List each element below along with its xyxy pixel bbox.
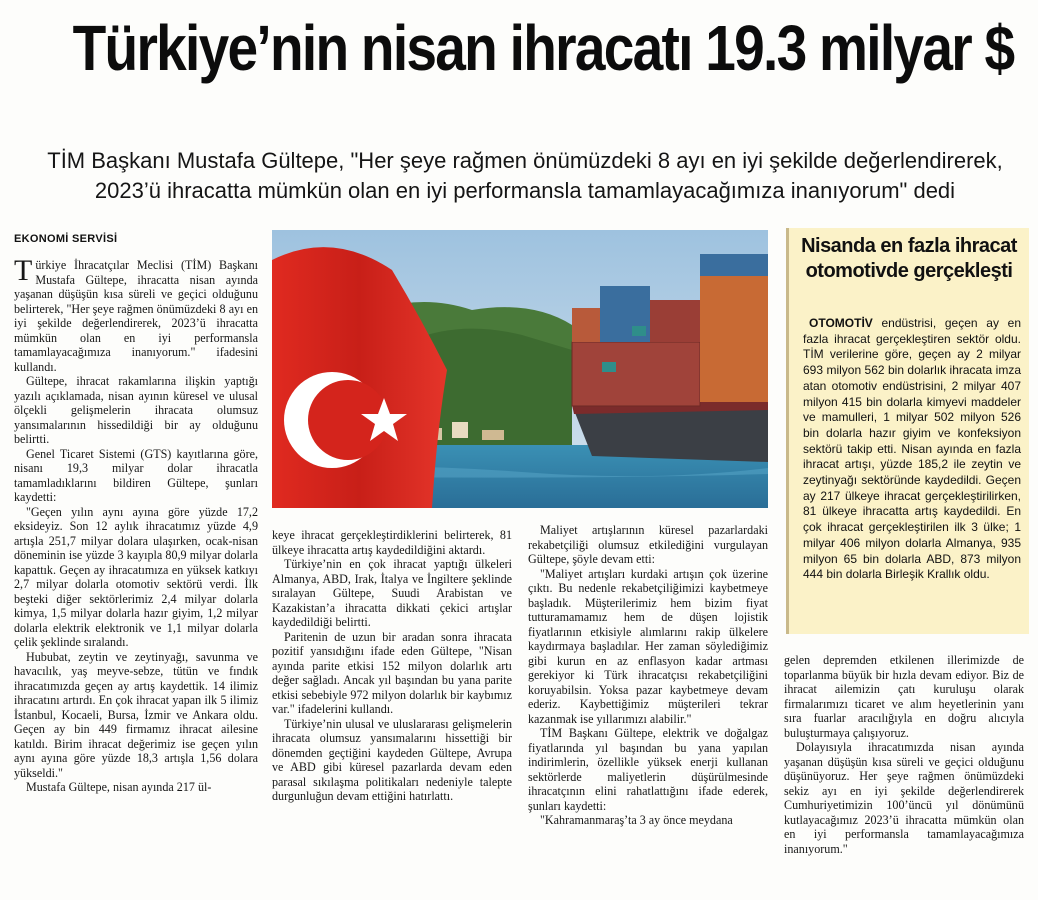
article-column-2 bbox=[272, 528, 512, 804]
article-paragraph: gelen depremden etkilenen illerimizde de toparlanma büyük bir hızla devam ediyor. Biz de ihracat ailemizin çatı kuruluşu olarak firmalarımızı ticaret ve alım heyetlerinin yanı sıra fuarlar aracılığıyla en doğru alıcıyla buluşturmaya çalışıyoruz. bbox=[784, 653, 1024, 740]
article-paragraph: Türkiye’nin en çok ihracat yaptığı ülkeleri Almanya, ABD, Irak, İtalya ve İngiltere şeklinde sıralayan Gültepe, Suudi Arabistan ve Kazakistan’a ihracatta dikkati çekici artışlar kaydedildiği belirtti. bbox=[272, 557, 512, 629]
sidebar-box bbox=[786, 228, 1029, 634]
sidebar-lead-word: OTOMOTİV bbox=[809, 316, 873, 330]
article-paragraph: Mustafa Gültepe, nisan ayında 217 ül- bbox=[26, 780, 212, 794]
article-paragraph: "Kahramanmaraş’ta 3 ay önce meydana bbox=[540, 813, 733, 827]
article-paragraph: keye ihracat gerçekleştirdiklerini belirterek, 81 ülkeye ihracatta artış kaydedildiğini aktardı. bbox=[272, 528, 512, 557]
sidebar-title bbox=[789, 234, 1029, 284]
sidebar-title-line-2: otomotivde gerçekleşti bbox=[805, 260, 1013, 282]
news-photo-flag-ship bbox=[272, 230, 768, 508]
sidebar-body bbox=[803, 316, 1021, 583]
sidebar-paragraph bbox=[803, 316, 1021, 583]
drop-cap: T bbox=[14, 254, 33, 287]
article-paragraph: Türkiye’nin ulusal ve uluslararası gelişmelerin ihracata olumsuz yansımalarını hissettiği bir dönemden geçtiğini kaydeden Gültepe, Avrupa ve ABD gibi küresel pazarlarda devam eden parasal sıkılaşma politikaları nedeniyle talepte durgunluğun devam ettiğini hatırlattı. bbox=[272, 716, 512, 803]
article-paragraph: Hububat, zeytin ve zeytinyağı, savunma ve havacılık, yaş meyve-sebze, tütün ve fındık ihracatımızda geçen ay artış kaydettik. 14 ilimiz ihracatını artırdı. En çok ihracat yapan ilk 5 ilimiz İstanbul, Kocaeli, Bursa, İzmir ve Ankara oldu. Geçen ay bin 449 firmamız ihracat ailesine katıldı. Birim ihracat değerimiz ise geçen yılın aynı ayına göre yüzde 18,3 artışla 1,56 dolara yükseldi." bbox=[14, 649, 258, 780]
article-paragraph: Genel Ticaret Sistemi (GTS) kayıtlarına göre, nisanı 19,3 milyar dolar ihracatla tamamladıklarını bildiren Gültepe, şunları kaydetti: bbox=[14, 446, 258, 504]
article-paragraph: Gültepe, ihracat rakamlarına ilişkin yaptığı yazılı açıklamada, nisan ayının küresel ve ulusal ölçekli gelişmelerin ihracata olumsuz yansımalarının hissedildiği bir ay olduğunu belirtti. bbox=[14, 374, 258, 446]
sidebar-text: endüstrisi, geçen ay en fazla ihracat gerçekleştiren sektör oldu. TİM verilerine göre, geçen ay 2 milyar 693 milyon 562 bin dolarlık ihracata imza atan otomotiv endüstrisini, 2 milyar 407 milyon 415 bin dolarla kimyevi maddeler ve mamulleri, 1 milyar 502 milyon 526 bin dolarla hazır giyim ve konfeksiyon sektörü takip etti. Nisan ayında en fazla ihracat artışı, yüzde 185,2 ile zeytin ve zeytinyağı sektöründe kaydedildi. Geçen ay 217 ülkeye ihracat gerçekleştirilirken, 81 ülkeye ihracatta artış kaydedildi. En çok ihracat gerçekleştirilen ilk 3 ülke; 1 milyar 406 milyon dolarla Almanya, 935 milyon 65 bin dolarla ABD, 873 milyon 444 bin dolarla Birleşik Krallık oldu. bbox=[803, 316, 1021, 582]
article-column-4 bbox=[784, 653, 1024, 856]
article-column-1 bbox=[14, 254, 258, 795]
article-paragraph: Dolayısıyla ihracatımızda nisan ayında yaşanan düşüşün kısa süreli ve geçici olduğunu düşünüyoruz. Her şeye rağmen önümüzdeki sekiz ayı en iyi şekilde değerlendirerek Cumhuriyetimizin 100’üncü yıl dönümünü kutlayacağımız 2023’ü ihracatta mümkün olan en iyi performansla tamamlayacağımıza inanıyorum." bbox=[784, 740, 1024, 856]
article-paragraph: "Maliyet artışları kurdaki artışın çok üzerine çıktı. Bu nedenle rekabetçiliğimizi kaybetmeye başladık. Müşterilerimiz hem bizim fiyat tutturamamamız hem de düşen lojistik fiyatlarının etkisiyle alımlarını rakip ülkelere kaydırmaya başladılar. Her zaman söylediğimiz gibi kurun en az enflasyon kadar artması gerekiyor ki Türk ihracatçısı rekabetçiliğini koruyabilsin. Yoksa pazar kaybetmeye devam ederiz. Kaybettiğimiz müşterileri tekrar kazanmak ise yıllarımızı alabilir." bbox=[528, 566, 768, 726]
article-paragraph: Türkiye İhracatçılar Meclisi (TİM) Başkanı Mustafa Gültepe, ihracatta nisan ayında yaşanan düşüşün kısa süreli ve geçici olduğunu belirterek, "Her şeye rağmen önümüzdeki 8 ayı en iyi şekilde değerlendirerek, 2023’ü ihracatta mümkün olan en iyi performansla tamamlayacağımıza inanıyorum." ifadesini kullandı. bbox=[14, 254, 258, 374]
headline: Türkiye’nin nisan ihracatı 19.3 milyar $ bbox=[72, 12, 1014, 84]
article-paragraph: "Geçen yılın aynı ayına göre yüzde 17,2 eksideyiz. Son 12 aylık ihracatımız yüzde 4,9 artışla 251,7 milyar dolara ulaşırken, ocak-nisan döneminin ise yüzde 3 kayıpla 80,9 milyar dolarla kapattık. Geçen ay ihracatımıza en yüksek katkıyı 2,7 milyar dolarla otomotiv sektörü verdi. İlk beşteki diğer sektörlerimiz 2,4 milyar dolarla kimya, 1,5 milyar dolarla hazır giyim, 1,2 milyar dolarla elektrik elektronik ve 1,1 milyar dolarla çelik şeklinde sıralandı. bbox=[14, 504, 258, 649]
sidebar-title-line-1: Nisanda en fazla ihracat bbox=[801, 235, 1017, 257]
byline: EKONOMİ SERVİSİ bbox=[14, 233, 118, 245]
subheadline: TİM Başkanı Mustafa Gültepe, "Her şeye rağmen önümüzdeki 8 ayı en iyi şekilde değerlendirerek, 2023’ü ihracatta mümkün olan en iyi performansla tamamlayacağımıza inanıyorum" dedi bbox=[47, 148, 1003, 203]
article-column-3 bbox=[528, 523, 768, 828]
article-paragraph: Paritenin de uzun bir aradan sonra ihracata pozitif yansıdığını ifade eden Gültepe, "Nisan ayında parite etkisi 152 milyon dolarlık artı değer sağladı. Ancak yıl başından bu yana parite etkisi sebebiyle 972 milyon dolarlık bir kaybımız var." ifadelerini kullandı. bbox=[272, 629, 512, 716]
article-paragraph: Maliyet artışlarının küresel pazarlardaki rekabetçiliği olumsuz etkilediğini vurgulayan Gültepe, şöyle devam etti: bbox=[528, 523, 768, 566]
article-paragraph: TİM Başkanı Gültepe, elektrik ve doğalgaz fiyatlarında yıl başından bu yana yapılan indirimlerin, özellikle yüksek enerji kullanan sektörlerde maliyetlerin düşürülmesinde ihracatçının elini rahatlattığını ifade ederek, şunları kaydetti: bbox=[528, 726, 768, 813]
photo-illustration bbox=[272, 230, 768, 508]
